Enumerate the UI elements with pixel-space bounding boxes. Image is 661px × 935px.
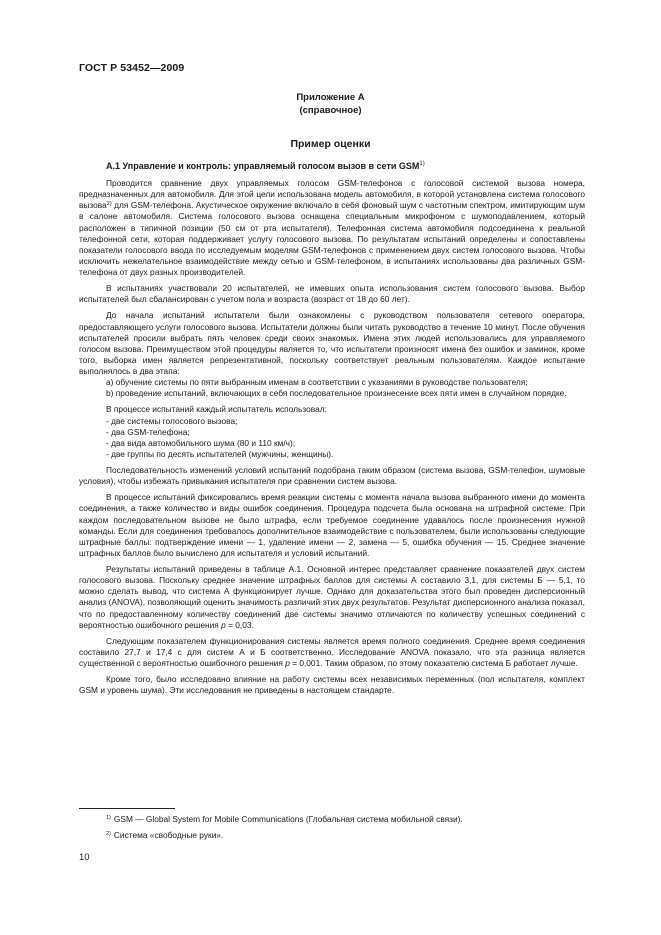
paragraph-8-part-b: = 0,001. Таким образом, по этому показателю система Б работает лучше. (289, 658, 578, 668)
footnote-separator (79, 808, 175, 809)
paragraph-5: Последовательность изменений условий испытаний подобрана таким образом (система вызова, GSM-телефон, шумовые условия), чтобы избежать привыкания испытателя при сравнении систем вызова. (79, 465, 585, 487)
list-item: - две группы по десять испытателей (мужчины, женщины). (106, 448, 334, 459)
paragraph-8 (79, 636, 585, 669)
paragraph-7 (79, 564, 585, 631)
page-number: 10 (79, 852, 90, 863)
footnote-1-text: GSM — Global System for Mobile Communications (Глобальная система мобильной связи). (113, 814, 463, 824)
stage-b: b) проведение испытаний, включающих в себя последовательное произнесение всех пяти имен в случайном порядке. (106, 388, 567, 399)
footnote-ref-2: 2) (106, 201, 112, 208)
footnote-2-number: 2) (106, 831, 111, 837)
paragraph-1-part-b: для GSM-телефона. Акустическое окружение включало в себя фоновый шум с частотным спектром, имитирующим шум в салоне автомобиля. Система голосового вызова оснащена специальным микрофоном с шумоподавлением, который расположен в типичной позиции (50 см от рта испытателя). Телефонная система автомобиля подсоединена к реальной телефонной сети, которая поддерживает услугу голосового вызова. По результатам испытаний определены и сопоставлены показатели голосового ввода по исследуемым моделям GSM-телефонов с применением двух систем голосового вызова. Чтобы исключить нежелательное взаимодействие между сетью и GSM-телефоном, в испытаниях использованы два различных GSM-телефона от двух разных производителей. (79, 200, 585, 277)
example-title: Пример оценки (290, 138, 371, 150)
paragraph-1 (79, 178, 585, 278)
paragraph-7-part-b: = 0,03. (225, 619, 254, 630)
footnote-2-text: Система «свободные руки». (113, 830, 224, 840)
footnote-ref-1: 1) (419, 161, 425, 167)
paragraph-6: В процессе испытаний фиксировались время реакции системы с момента начала вызова выбранного имени до момента соединения, а также количество и виды ошибок соединения. Процедура подсчета была основана на штрафной системе. При каждом последовательном вызове не было штрафа, если требуемое соединение удавалось после произнесения нужной команды. Если для соединения требовалось дополнительное взаимодействие с пользователем, были использованы следующие штрафные баллы: подтверждение имени — 1, удаление имени — 2, замена — 5, ошибка обучения — 15. Среднее значение штрафных баллов было вычислено для испытателя и условий испытаний. (79, 492, 585, 558)
paragraph-1-part-a: Проводится сравнение двух управляемых голосом GSM-телефонов с голосовой системой вызова номера, предназначенных для автомобиля. Для этой цели использована модель автомобиля, в которой установлена система голосового вызова (79, 178, 585, 211)
footnote-1 (106, 814, 463, 824)
list-item: - два GSM-телефона; (106, 426, 190, 437)
appendix-title: Приложение А (296, 92, 365, 103)
paragraph-7-part-a: Результаты испытаний приведены в таблице А.1. Основной интерес представляет сравнение показателей двух систем голосового вызова. Поскольку среднее значение штрафных баллов для системы А составило 3,1, для системы Б — 5,1, то можно сделать вывод, что система А функционирует лучше. Однако для доказательства этого был проведен дисперсионный анализ (ANOVA), позволяющий оценить значимость различий этих двух результатов. Результат дисперсионного анализа показал, что по предоставленному количеству соединений две системы значимо отличаются по количеству успешных соединений с вероятностью ошибочного решения (79, 564, 585, 630)
stage-a: а) обучение системы по пяти выбранным именам в соответствии с указаниями в руководстве пользователя; (106, 377, 528, 388)
footnote-2 (106, 830, 223, 840)
p-value-symbol: р (221, 619, 226, 630)
section-heading-text: А.1 Управление и контроль: управляемый голосом вызов в сети GSM (106, 161, 420, 171)
paragraph-2: В испытаниях участвовали 20 испытателей, не имевших опыта использования систем голосового вызова. Выбор испытателей был сбалансирован с учетом пола и возраста (возраст от 18 до 60 лет). (79, 283, 585, 305)
list-item: - две системы голосового вызова; (106, 415, 238, 426)
paragraph-8-part-a: Следующим показателем функционирования системы является время полного соединения. Среднее время соединения составило 27,7 и 17,4 с для систем А и Б соответственно. Исследование ANOVA показало, что эта разница является существенной с вероятностью ошибочного решения (79, 635, 585, 668)
section-heading (106, 161, 425, 171)
body-text (79, 178, 585, 696)
paragraph-4: В процессе испытаний каждый испытатель использовал: (106, 404, 327, 415)
footnote-1-number: 1) (106, 815, 111, 821)
paragraph-9: Кроме того, было исследовано влияние на работу системы всех независимых переменных (пол испытателя, комплект GSM и уровень шума). Эти исследования не приведены в настоящем стандарте. (79, 674, 585, 696)
p-value-symbol: р (285, 658, 290, 668)
standard-header: ГОСТ Р 53452—2009 (79, 62, 185, 74)
appendix-kind: (справочное) (299, 105, 362, 116)
list-item: - два вида автомобильного шума (80 и 110 км/ч); (106, 437, 296, 448)
paragraph-3: До начала испытаний испытатели были ознакомлены с руководством пользователя сетевого оператора, предоставляющего услуги голосового вызова. Испытатели должны были читать руководство в течение 10 минут. После обучения испытателей просили выбрать пять человек среди своих знакомых. Имена этих людей использовались для управляемого голосом вызова. Преимуществом этой процедуры является то, что испытатели произносят имена без ошибок и заминок, кроме того, выборка имен является репрезентативной, поскольку соответствует реальным пользователям. Каждое испытание выполнялось в два этапа: (79, 310, 585, 376)
